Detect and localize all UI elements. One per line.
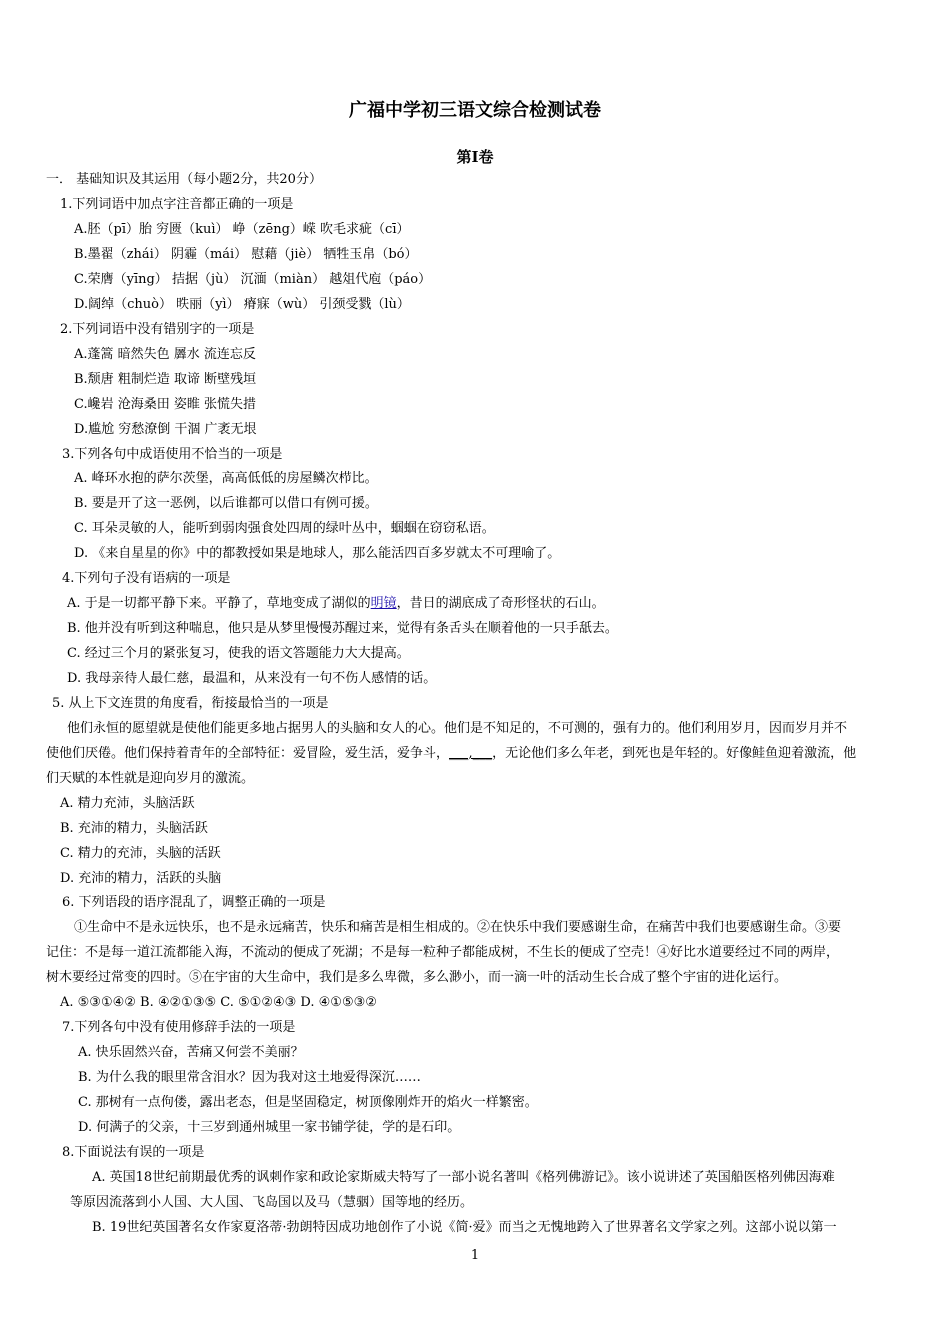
q5-stem: 5. 从上下文连贯的角度看，衔接最恰当的一项是 bbox=[52, 696, 329, 711]
q3-option-a: A. 峰环水抱的萨尔茨堡，高高低低的房屋鳞次栉比。 bbox=[74, 471, 378, 486]
q4-option-c: C. 经过三个月的紧张复习，使我的语文答题能力大大提高。 bbox=[67, 646, 410, 661]
q5-passage-line-2 bbox=[46, 745, 856, 763]
q5-option-b: B. 充沛的精力，头脑活跃 bbox=[60, 821, 208, 836]
q3-option-c: C. 耳朵灵敏的人，能听到弱肉强食处四周的绿叶丛中，蝈蝈在窃窃私语。 bbox=[74, 521, 495, 536]
q6-passage-line-2: 记住：不是每一道江流都能入海，不流动的便成了死湖；不是每一粒种子都能成树，不生长的便成了空壳！④好比水道要经过不同的两岸， bbox=[46, 945, 840, 960]
q2-option-b: B.颓唐 粗制烂造 取谛 断壁残垣 bbox=[74, 372, 257, 387]
q4-option-a bbox=[67, 595, 605, 613]
q1-option-a: A.胚（pī）胎 穷匮（kuì） 峥（zēng）嵘 吹毛求疵（cī） bbox=[74, 222, 410, 237]
q5-option-c: C. 精力的充沛，头脑的活跃 bbox=[60, 846, 221, 861]
q5-passage-post: ，无论他们多么年老，到死也是年轻的。好像鲑鱼迎着激流，他 bbox=[492, 746, 857, 761]
q2-option-a: A.蓬篙 暗然失色 羼水 流连忘反 bbox=[74, 347, 256, 362]
q2-stem: 2.下列词语中没有错别字的一项是 bbox=[60, 322, 255, 337]
q5-passage-line-1: 他们永恒的愿望就是使他们能更多地占据男人的头脑和女人的心。他们是不知足的，不可测的，强有力的。他们利用岁月，因而岁月并不 bbox=[67, 721, 848, 736]
q7-option-b: B. 为什么我的眼里常含泪水？因为我对这土地爱得深沉…… bbox=[78, 1070, 421, 1085]
q2-option-c: C.巉岩 沧海桑田 姿睢 张慌失措 bbox=[74, 397, 257, 412]
q6-options: A. ⑤③①④② B. ④②①③⑤ C. ⑤①②④③ D. ④①⑤③② bbox=[60, 995, 377, 1010]
q4-option-a-text-pre: A. 于是一切都平静下来。平静了，草地变成了湖似的 bbox=[67, 596, 371, 611]
q8-option-a-line-1: A. 英国18世纪前期最优秀的讽刺作家和政论家斯威夫特写了一部小说名著叫《格列佛游记》。该小说讲述了英国船医格列佛因海难 bbox=[92, 1170, 835, 1185]
q5-option-a: A. 精力充沛，头脑活跃 bbox=[60, 796, 195, 811]
q7-option-a: A. 快乐固然兴奋，苦痛又何尝不美丽？ bbox=[78, 1045, 304, 1060]
bright-mirror-link[interactable]: 明镜 bbox=[370, 596, 397, 611]
exam-title: 广福中学初三语文综合检测试卷 bbox=[349, 100, 601, 121]
q4-option-b: B. 他并没有听到这种喘息，他只是从梦里慢慢苏醒过来，觉得有条舌头在顺着他的一只手舐去。 bbox=[67, 621, 618, 636]
q8-option-a-line-2: 等原因流落到小人国、大人国、飞岛国以及马（慧骃）国等地的经历。 bbox=[70, 1195, 474, 1210]
q4-option-a-text-post: ，昔日的湖底成了奇形怪状的石山。 bbox=[396, 596, 605, 611]
q1-stem: 1.下列词语中加点字注音都正确的一项是 bbox=[60, 197, 294, 212]
page-number: 1 bbox=[470, 1248, 480, 1263]
q6-passage-line-3: 树木要经过常变的四时。⑤在宇宙的大生命中，我们是多么卑微，多么渺小，而一滴一叶的活动生长合成了整个宇宙的进化运行。 bbox=[46, 970, 788, 985]
q5-passage-line-3: 们天赋的本性就是迎向岁月的激流。 bbox=[46, 771, 255, 786]
q5-passage-pre: 使他们厌倦。他们保持着青年的全部特征：爱冒险，爱生活，爱争斗， bbox=[46, 746, 450, 761]
part1-heading: 一． 基础知识及其运用（每小题2分，共20分） bbox=[46, 172, 322, 187]
q8-stem: 8.下面说法有误的一项是 bbox=[62, 1145, 205, 1160]
q1-option-d: D.阔绰（chuò） 昳丽（yì） 瘠寐（wù） 引颈受戮（lù） bbox=[74, 297, 410, 312]
q1-option-c: C.荣膺（yīng） 拮据（jù） 沉湎（miàn） 越俎代庖（páo） bbox=[74, 272, 432, 287]
q7-stem: 7.下列各句中没有使用修辞手法的一项是 bbox=[62, 1020, 296, 1035]
q3-stem: 3.下列各句中成语使用不恰当的一项是 bbox=[62, 447, 283, 462]
q4-option-d: D. 我母亲待人最仁慈，最温和，从来没有一句不伤人感情的话。 bbox=[67, 671, 437, 686]
q7-option-c: C. 那树有一点佝偻，露出老态，但是坚固稳定，树顶像刚炸开的焰火一样繁密。 bbox=[78, 1095, 538, 1110]
q3-option-d: D. 《来自星星的你》中的都教授如果是地球人，那么能活四百多岁就太不可理喻了。 bbox=[74, 546, 561, 561]
q6-passage-line-1: ①生命中不是永远快乐，也不是永远痛苦，快乐和痛苦是相生相成的。②在快乐中我们要感谢生命，在痛苦中我们也要感谢生命。③要 bbox=[74, 920, 842, 935]
q4-stem: 4.下列句子没有语病的一项是 bbox=[62, 571, 231, 586]
q3-option-b: B. 要是开了这一恶例，以后谁都可以借口有例可援。 bbox=[74, 496, 378, 511]
fill-in-blank: ___,___ bbox=[449, 746, 493, 761]
q1-option-b: B.墨翟（zhái） 阴霾（mái） 慰藉（jiè） 牺牲玉帛（bó） bbox=[74, 247, 418, 262]
section-heading: 第I卷 bbox=[456, 148, 494, 166]
q2-option-d: D.尴尬 穷愁潦倒 干涸 广袤无垠 bbox=[74, 422, 257, 437]
q5-option-d: D. 充沛的精力，活跃的头脑 bbox=[60, 871, 222, 886]
q7-option-d: D. 何满子的父亲，十三岁到通州城里一家书铺学徒，学的是石印。 bbox=[78, 1120, 461, 1135]
q8-option-b-line-1: B. 19世纪英国著名女作家夏洛蒂·勃朗特因成功地创作了小说《简·爱》而当之无愧地跨入了世界著名文学家之列。这部小说以第一 bbox=[92, 1220, 837, 1235]
q6-stem: 6. 下列语段的语序混乱了，调整正确的一项是 bbox=[62, 895, 326, 910]
